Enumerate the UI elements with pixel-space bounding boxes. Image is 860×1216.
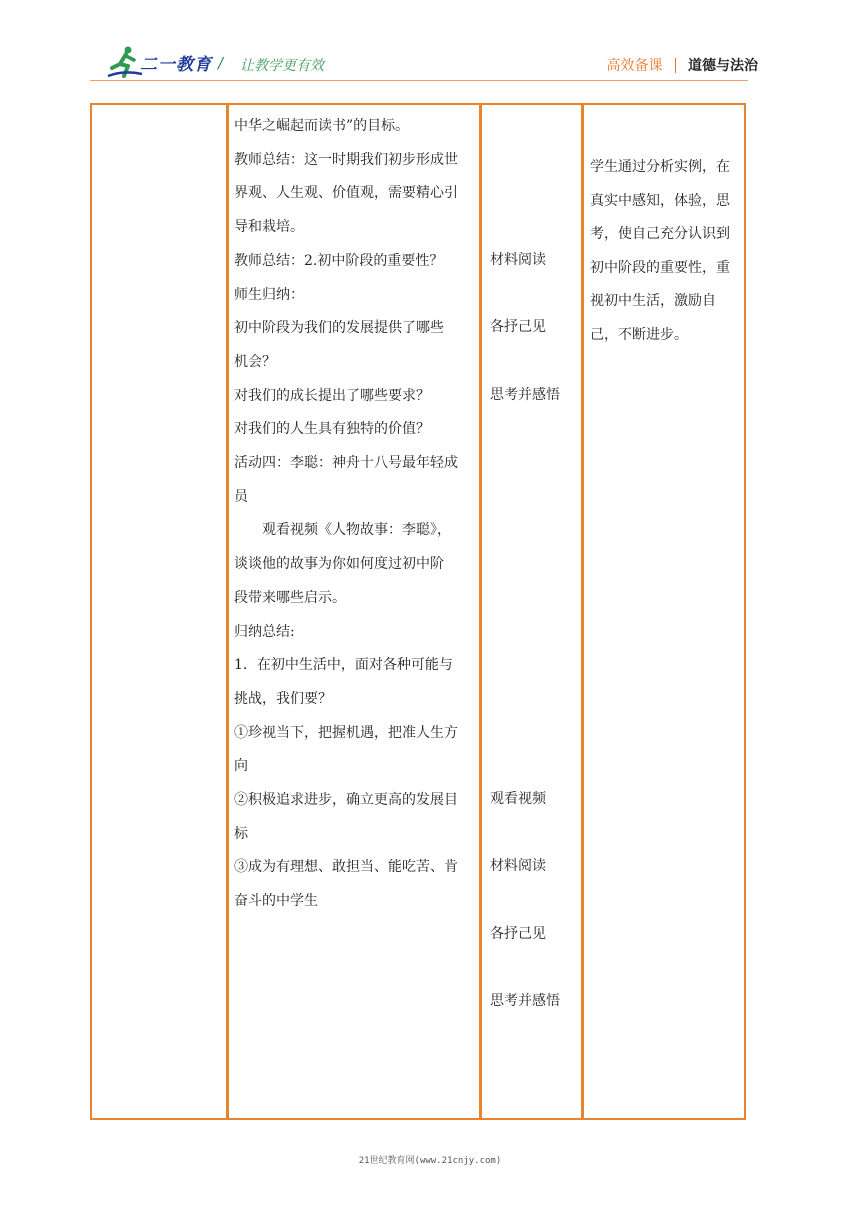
content-line: 1．在初中生活中，面对各种可能与 <box>234 657 453 674</box>
content-line: 教师总结：这一时期我们初步形成世 <box>234 151 458 168</box>
header-divider <box>90 80 748 81</box>
content-line: 段带来哪些启示。 <box>234 589 346 606</box>
content-line: ②积极追求进步，确立更高的发展目 <box>234 792 458 809</box>
intent-line: 初中阶段的重要性，重 <box>590 259 730 276</box>
content-line: 教师总结：2.初中阶段的重要性？ <box>234 252 444 269</box>
intent-line: 己，不断进步。 <box>590 326 688 343</box>
activity-item: 观看视频 <box>490 791 546 807</box>
column-divider <box>479 105 482 1118</box>
column-divider <box>226 105 229 1118</box>
page-header <box>0 0 860 90</box>
activity-item: 思考并感悟 <box>490 993 560 1010</box>
content-line: 归纳总结: <box>234 623 295 640</box>
subject-label: 道德与法治 <box>688 58 758 74</box>
intent-line: 真实中感知，体验，思 <box>590 192 730 209</box>
content-line: 对我们的成长提出了哪些要求？ <box>234 387 430 404</box>
content-line: 挑战，我们要？ <box>234 690 332 707</box>
header-slash: / <box>218 54 224 72</box>
brand-label: 高效备课 <box>606 58 663 74</box>
student-activity-group <box>490 783 574 1019</box>
content-line: 界观、人生观、价值观，需要精心引 <box>234 185 458 202</box>
content-line: 导和栽培。 <box>234 219 304 236</box>
content-line: 中华之崛起而读书”的目标。 <box>234 118 410 134</box>
design-intent-cell <box>590 151 740 353</box>
content-line: 奋斗的中学生 <box>234 893 318 910</box>
activity-item: 材料阅读 <box>490 858 546 875</box>
student-activity-group <box>490 244 574 412</box>
activity-item: 思考并感悟 <box>490 386 560 403</box>
header-slogan: 让教学更有效 <box>240 58 324 74</box>
content-line: 初中阶段为我们的发展提供了哪些 <box>234 320 444 337</box>
logo <box>104 44 224 84</box>
content-line: 标 <box>234 825 248 842</box>
content-line: ③成为有理想、敢担当、能吃苦、肯 <box>234 859 458 876</box>
intent-line: 学生通过分析实例，在 <box>590 159 730 175</box>
content-line: 活动四：李聪：神舟十八号最年轻成 <box>234 455 458 472</box>
content-line: 谈谈他的故事为你如何度过初中阶 <box>234 556 444 573</box>
content-line: 观看视频《人物故事：李聪》， <box>262 522 451 539</box>
activity-item: 各抒己见 <box>490 319 546 336</box>
intent-line: 考，使自己充分认识到 <box>590 226 730 243</box>
header-right <box>607 55 759 75</box>
intent-line: 视初中生活，激励自 <box>590 293 716 310</box>
content-line: ①珍视当下，把握机遇，把准人生方 <box>234 724 458 741</box>
content-line: 机会？ <box>234 353 276 370</box>
runner-logo-icon <box>104 44 144 84</box>
content-line: 向 <box>234 758 248 775</box>
content-line: 师生归纳： <box>234 286 304 303</box>
activity-item: 材料阅读 <box>490 252 546 268</box>
logo-text: 二一教育 <box>140 55 212 75</box>
header-separator <box>675 58 677 73</box>
activity-item: 各抒己见 <box>490 925 546 942</box>
column-divider <box>581 105 584 1118</box>
content-line: 对我们的人生具有独特的价值？ <box>234 421 430 438</box>
page-footer: 21世纪教育网(www.21cnjy.com) <box>358 1156 502 1166</box>
teaching-content-cell <box>234 110 478 919</box>
content-line: 员 <box>234 488 248 505</box>
